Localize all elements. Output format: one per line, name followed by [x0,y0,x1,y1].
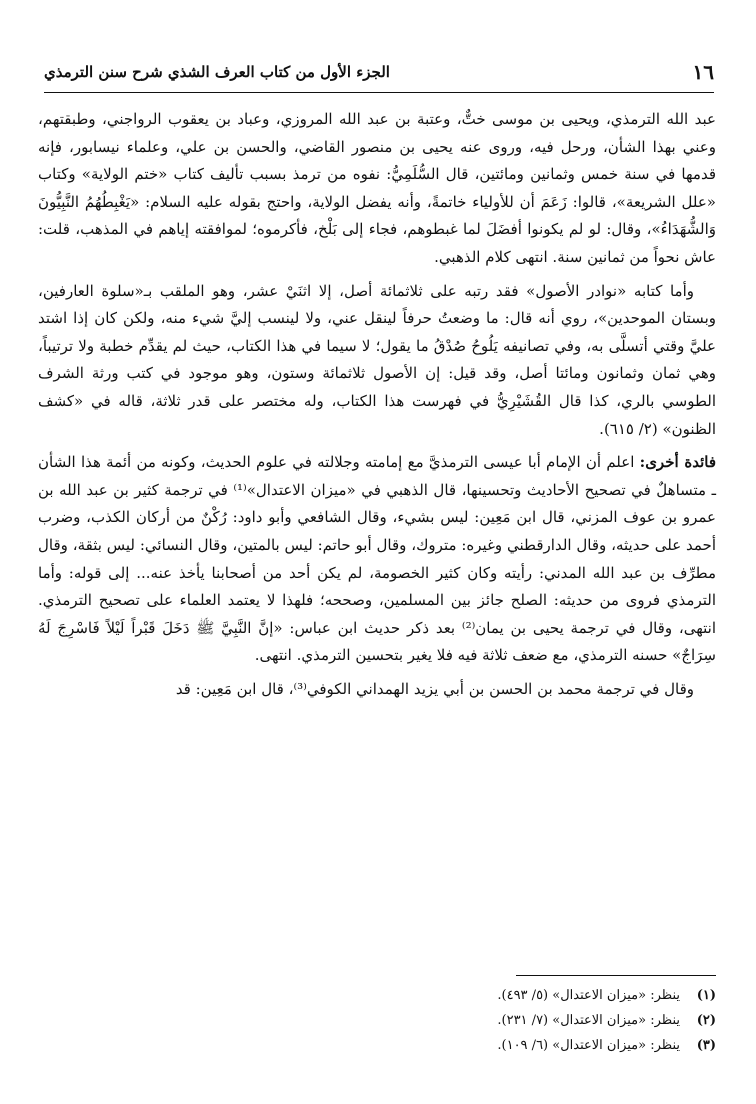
paragraph [38,449,716,670]
running-title: الجزء الأول من كتاب العرف الشذي شرح سنن الترمذي [44,63,390,81]
footnote-number: (١) [696,988,716,1003]
page-number: ١٦ [692,60,714,84]
page-header [44,52,714,93]
paragraph-text: وأما كتابه «نوادر الأصول» فقد رتبه على ثلاثمائة أصل، إلا اثنَيْ عشر، وهو الملقب بـ«سلوة العارفين، وبستان الموحدين»، روي أنه قال: ما وضعتُ حرفاً لينقل عني، ولا لينسب إليَّ شيء منه، ولكن كان إذا اشتد عليَّ وقتي أتسلَّى به، وفي تصانيفه يَلُوحُ صُدْقُ ما يقول؛ لا سيما في هذا الكتاب، حيث لم يقدِّم خطبة ولا ترتيباً، وهي ثمان وثمانون ومائتا أصل، وقد قيل: إن الأصول ثلاثمائة وستون، وهو موجود في كتب ورثة الشرف الطوسي بالري، كذا قال القُشَيْرِيُّ في فهرست هذا الكتاب، وله مختصر على قدر ثلاثة، قاله في «كشف الظنون» (٢/ ٦١٥). [38,281,716,438]
section-label: فائدة أخرى: [639,453,716,472]
footnote-text: ينظر: «ميزان الاعتدال» (٦/ ١٠٩). [497,1038,680,1053]
footnote-number: (٣) [696,1038,716,1053]
paragraph [38,106,716,272]
footnote [40,1033,716,1058]
paragraph [38,278,716,444]
footnote-text: ينظر: «ميزان الاعتدال» (٥/ ٤٩٣). [497,988,680,1003]
paragraph-text: عبد الله الترمذي، ويحيى بن موسى ختٌّ، وعتبة بن عبد الله المروزي، وعباد بن يعقوب الرواجني، وطبقتهم، وعني بهذا الشأن، ورحل فيه، وروى عنه يحيى بن منصور القاضي، والحسن بن علي، وعلماء نيسابور، فإنه قدمها في سنة خمس وثمانين ومائتين، قال السُّلَمِيُّ: نفوه من ترمذ بسبب تأليف كتاب «ختم الولاية» وكتاب «علل الشريعة»، قالوا: زَعَمَ أن للأولياء خاتمةً، وأنه يفضل الولاية، واحتج بقوله عليه السلام: «يَغْبِطُهُمُ النَّبِيُّونَ وَالشُّهَدَاءُ»، وقال: لو لم يكونوا أفضَلَ لما غبطوهم، فجاء إلى بَلْخ، فأكرموه؛ لموافقته إياهم في المذهب، قلت: عاش نحواً من ثمانين سنة. انتهى كلام الذهبي. [38,110,716,266]
paragraph-text: اعلم أن الإمام أبا عيسى الترمذيَّ مع إمامته وجلالته في علوم الحديث، وكونه من أئمة هذا الشأن ـ متساهلٌ في تصحيح الأحاديث وتحسينها، قال الذهبي في «ميزان الاعتدال»⁽¹⁾ في ترجمة كثير بن عبد الله بن عمرو بن عوف المزني، قال ابن مَعِين: ليس بشيء، وقال الشافعي وأبو داود: رُكْنٌ من أركان الكذب، وضرب أحمد على حديثه، وقال الدارقطني وغيره: متروك، وقال أبو حاتم: ليس بالمتين، وقال النسائي: ليس بثقة، وقال مطرِّف بن عبد الله المدني: رأيته وكان كثير الخصومة، لم يكن أحد من أصحابنا يأخذ عنه... إلى قوله: وأما الترمذي فروى من حديثه: الصلح جائز بين المسلمين، وصححه؛ فلهذا لا يعتمد العلماء على تصحيح الترمذي. انتهى، وقال في ترجمة يحيى بن يمان⁽²⁾ بعد ذكر حديث ابن عباس: «إنَّ النَّبِيَّ ﷺ دَخَلَ قَبْراً لَيْلاً فَاسْرِجَ لَهُ سِرَاجٌ» حسنه الترمذي، مع ضعف ثلاثة فيه فلا يغير بتحسين الترمذي. انتهى. [38,453,716,665]
paragraph-text: وقال في ترجمة محمد بن الحسن بن أبي يزيد الهمداني الكوفي⁽³⁾، قال ابن مَعِين: قد [175,679,694,698]
footnote [40,1008,716,1033]
footnote [40,983,716,1008]
footnotes [40,983,716,1058]
main-text [38,106,716,709]
footnote-text: ينظر: «ميزان الاعتدال» (٧/ ٢٣١). [497,1013,680,1028]
paragraph [38,676,716,704]
footnote-separator [516,975,716,976]
footnote-number: (٢) [696,1013,716,1028]
